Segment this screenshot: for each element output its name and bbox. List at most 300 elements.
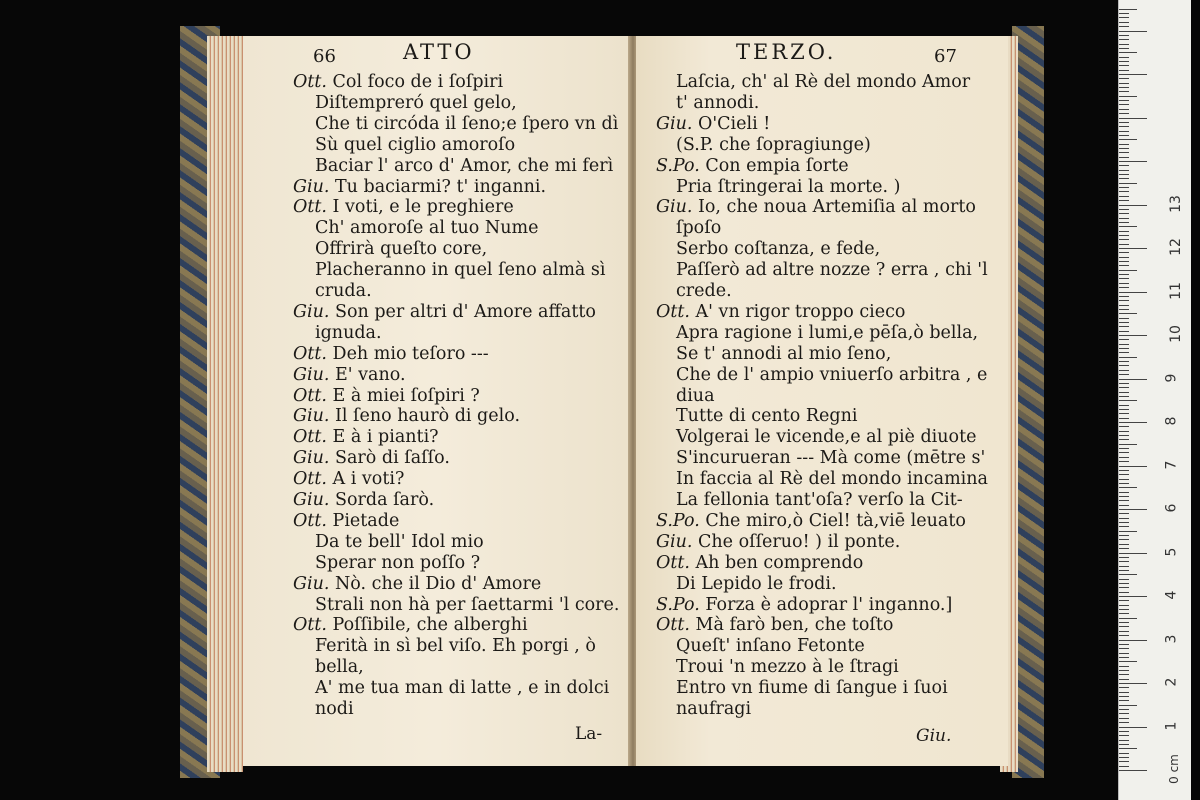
line-text: Queſt' inſano Fetonte <box>676 636 865 657</box>
text-line <box>676 260 988 280</box>
ruler-number: 6 <box>1163 503 1180 513</box>
ruler-tick <box>1119 487 1137 488</box>
ruler-tick <box>1119 226 1137 227</box>
line-text: crede. <box>676 281 732 301</box>
ruler-tick <box>1119 431 1129 432</box>
ruler-tick <box>1119 413 1129 414</box>
text-line <box>656 595 952 615</box>
ruler-tick <box>1119 583 1129 584</box>
ruler-tick <box>1119 613 1129 614</box>
ruler-tick <box>1119 278 1129 279</box>
speaker-label: Giu. <box>293 573 330 594</box>
text-line <box>293 72 503 92</box>
ruler-tick <box>1119 135 1129 136</box>
ruler-tick <box>1119 78 1129 79</box>
ruler-tick <box>1119 553 1147 554</box>
ruler-tick <box>1119 196 1129 197</box>
text-line <box>676 93 759 113</box>
text-line <box>315 553 480 573</box>
speaker-label: Ott. <box>293 197 327 218</box>
ruler-tick <box>1119 744 1129 745</box>
ruler-tick <box>1119 205 1147 206</box>
ruler-tick <box>1119 113 1129 114</box>
text-line <box>656 615 893 635</box>
line-text: Tutte di cento Regni <box>676 406 858 427</box>
text-line <box>293 511 399 531</box>
ruler-tick <box>1119 618 1137 619</box>
ruler-tick <box>1119 496 1129 497</box>
text-line <box>656 532 900 552</box>
text-line <box>315 636 596 656</box>
line-text: Troui 'n mezzo à le ſtragi <box>676 657 899 678</box>
line-text: Baciar l' arco d' Amor, che mi ferì <box>315 155 614 176</box>
text-line <box>315 135 515 155</box>
text-line <box>315 93 517 113</box>
line-text: Volgerai le vicende,e al piè diuote <box>676 427 977 448</box>
ruler-tick <box>1119 26 1129 27</box>
ruler-tick <box>1119 570 1129 571</box>
text-line <box>656 156 849 176</box>
ruler-tick <box>1119 687 1129 688</box>
ruler-tick <box>1119 209 1129 210</box>
text-line <box>676 699 751 719</box>
line-text: Col foco de i ſoſpiri <box>326 72 504 92</box>
ruler-tick <box>1119 91 1129 92</box>
ruler-tick <box>1119 287 1129 288</box>
ruler-tick <box>1119 518 1129 519</box>
ruler-tick <box>1119 265 1129 266</box>
text-line <box>676 386 715 406</box>
ruler-tick <box>1119 718 1129 719</box>
line-text: Strali non hà per ſaettarmi 'l core. <box>315 594 620 615</box>
line-text: Io, che noua Artemiſia al morto <box>692 197 976 218</box>
speaker-label: Ott. <box>293 385 327 406</box>
ruler-tick <box>1119 644 1129 645</box>
ruler-tick <box>1119 270 1137 271</box>
ruler-tick <box>1119 722 1129 723</box>
line-text: Sorda ſarò. <box>329 490 435 510</box>
ruler-number: 5 <box>1163 547 1180 556</box>
text-line <box>315 657 364 677</box>
ruler-tick <box>1119 531 1137 532</box>
ruler-tick <box>1119 183 1137 184</box>
ruler-tick <box>1119 61 1129 62</box>
ruler-tick <box>1119 479 1129 480</box>
ruler-tick <box>1119 48 1129 49</box>
page-edges-left <box>207 36 243 772</box>
text-line <box>656 197 976 217</box>
ruler-tick <box>1119 213 1129 214</box>
ruler-tick <box>1119 87 1129 88</box>
ruler-tick <box>1119 561 1129 562</box>
speaker-label: Giu. <box>293 176 330 197</box>
ruler-tick <box>1119 300 1129 301</box>
ruler-tick <box>1119 661 1137 662</box>
ruler-tick <box>1119 126 1129 127</box>
line-text: Ch' amoroſe al tuo Nume <box>315 218 539 239</box>
line-text: Ferità in sì bel viſo. Eh porgi , ò <box>315 636 596 657</box>
ruler-tick <box>1119 318 1129 319</box>
line-text: E à i pianti? <box>326 427 439 448</box>
line-text: Se t' annodi al mio ſeno, <box>676 343 892 364</box>
ruler-tick <box>1119 235 1129 236</box>
ruler-tick <box>1119 344 1129 345</box>
ruler-tick <box>1119 239 1129 240</box>
speaker-label: Giu. <box>293 364 330 385</box>
ruler-tick <box>1119 648 1129 649</box>
ruler-tick <box>1119 361 1129 362</box>
text-line <box>293 574 541 594</box>
ruler-tick <box>1119 683 1147 684</box>
line-text: Nò. che il Dio d' Amore <box>329 573 542 594</box>
line-text: Serbo coſtanza, e fede, <box>676 239 881 260</box>
speaker-label: Giu. <box>293 406 330 427</box>
ruler-tick <box>1119 39 1129 40</box>
ruler-tick <box>1119 383 1129 384</box>
ruler-tick <box>1119 605 1129 606</box>
ruler-tick <box>1119 161 1147 162</box>
ruler-tick <box>1119 713 1129 714</box>
line-text: Con empia ſorte <box>699 155 849 176</box>
ruler-tick <box>1119 152 1129 153</box>
ruler-tick <box>1119 231 1129 232</box>
ruler-tick <box>1119 35 1129 36</box>
line-text: ſpoſo <box>676 218 722 239</box>
text-line <box>315 260 606 280</box>
ruler-tick <box>1119 274 1129 275</box>
ruler-tick <box>1119 535 1129 536</box>
speaker-label: Ott. <box>293 510 327 531</box>
line-text: A' me tua man di latte , e in dolci <box>315 678 610 699</box>
ruler-tick <box>1119 731 1129 732</box>
line-text: La fellonia tant'oſa? verſo la Cit- <box>676 490 963 510</box>
ruler-tick <box>1119 666 1129 667</box>
ruler-tick <box>1119 178 1129 179</box>
line-text: Da te bell' Idol mio <box>315 531 484 552</box>
ruler-tick <box>1119 170 1129 171</box>
ruler-tick <box>1119 679 1129 680</box>
right-page <box>636 36 1008 766</box>
ruler-tick <box>1119 309 1129 310</box>
speaker-label: Ott. <box>293 427 327 448</box>
ruler-tick <box>1119 357 1137 358</box>
ruler-tick <box>1119 522 1129 523</box>
line-text: A i voti? <box>326 469 405 490</box>
ruler-tick <box>1119 674 1129 675</box>
text-line <box>315 699 354 719</box>
ruler-number: 3 <box>1163 634 1180 643</box>
text-line <box>656 114 770 134</box>
text-line <box>293 197 514 217</box>
line-text: Sarò di ſaſſo. <box>329 448 450 469</box>
line-text: Poſſibile, che alberghi <box>326 615 528 636</box>
line-text: Che de l' ampio vniuerſo arbitra , e <box>676 364 988 385</box>
line-text: Che oſſeruo! ) il ponte. <box>692 531 901 552</box>
speaker-label: Giu. <box>293 448 330 469</box>
ruler-tick <box>1119 248 1147 249</box>
line-text: cruda. <box>315 281 372 301</box>
text-line <box>676 323 978 343</box>
ruler-tick <box>1119 44 1129 45</box>
ruler-tick <box>1119 509 1147 510</box>
text-line <box>676 344 891 364</box>
ruler-tick <box>1119 139 1137 140</box>
text-line <box>293 490 434 510</box>
ruler-tick <box>1119 17 1129 18</box>
line-text: Deh mio teſoro --- <box>326 343 489 364</box>
ruler-tick <box>1119 387 1129 388</box>
left-running-head: ATTO <box>403 40 475 64</box>
line-text: Il ſeno haurò di gelo. <box>329 406 521 427</box>
line-text: bella, <box>315 657 364 678</box>
ruler-tick <box>1119 761 1129 762</box>
line-text: In faccia al Rè del mondo incamina <box>676 469 988 490</box>
line-text: O'Cieli ! <box>692 113 771 134</box>
speaker-label: S.Po. <box>656 510 700 531</box>
text-line <box>315 323 382 343</box>
text-line <box>293 406 520 426</box>
ruler-tick <box>1119 705 1137 706</box>
ruler-number: 7 <box>1163 460 1180 469</box>
ruler-tick <box>1119 692 1129 693</box>
ruler-tick <box>1119 313 1137 314</box>
text-line <box>656 511 966 531</box>
ruler-number: 13 <box>1167 194 1184 213</box>
ruler-tick <box>1119 392 1129 393</box>
line-text: (S.P. che ſopragiunge) <box>676 134 871 155</box>
right-catchword: Giu. <box>916 726 952 746</box>
text-line <box>656 302 905 322</box>
text-line <box>293 177 546 197</box>
ruler-tick <box>1119 670 1129 671</box>
ruler-tick <box>1119 339 1129 340</box>
ruler-tick <box>1119 131 1129 132</box>
ruler-tick <box>1119 600 1129 601</box>
ruler-tick <box>1119 770 1147 771</box>
ruler-tick <box>1119 483 1129 484</box>
text-line <box>676 490 963 510</box>
measuring-ruler <box>1118 0 1191 800</box>
line-text: A' vn rigor troppo cieco <box>689 301 906 322</box>
ruler-tick <box>1119 218 1129 219</box>
text-line <box>676 427 976 447</box>
ruler-tick <box>1119 57 1129 58</box>
text-line <box>293 386 480 406</box>
text-line <box>676 281 732 301</box>
ruler-tick <box>1119 65 1129 66</box>
ruler-tick <box>1119 374 1129 375</box>
ruler-number: 8 <box>1163 416 1180 426</box>
text-line <box>293 469 404 489</box>
ruler-tick <box>1119 727 1147 728</box>
text-line <box>293 615 528 635</box>
ruler-tick <box>1119 409 1129 410</box>
ruler-tick <box>1119 596 1147 597</box>
line-text: Paſſerò ad altre nozze ? erra , chi 'l <box>676 260 988 281</box>
ruler-tick <box>1119 335 1147 336</box>
ruler-tick <box>1119 492 1129 493</box>
ruler-tick <box>1119 292 1147 293</box>
text-line <box>293 427 439 447</box>
speaker-label: Ott. <box>293 469 327 490</box>
ruler-tick <box>1119 626 1129 627</box>
ruler-tick <box>1119 418 1129 419</box>
ruler-tick <box>1119 118 1147 119</box>
text-line <box>676 72 970 92</box>
ruler-tick <box>1119 322 1129 323</box>
speaker-label: Giu. <box>656 113 693 134</box>
line-text: naufragi <box>676 699 752 719</box>
ruler-tick <box>1119 579 1129 580</box>
ruler-tick <box>1119 174 1129 175</box>
speaker-label: Giu. <box>656 531 693 552</box>
ruler-tick <box>1119 22 1129 23</box>
ruler-tick <box>1119 148 1129 149</box>
ruler-tick <box>1119 222 1129 223</box>
ruler-tick <box>1119 187 1129 188</box>
line-text: Sperar non poſſo ? <box>315 552 481 573</box>
ruler-tick <box>1119 109 1129 110</box>
ruler-tick <box>1119 31 1147 32</box>
line-text: Pria ſtringerai la morte. ) <box>676 176 901 197</box>
ruler-tick <box>1119 331 1129 332</box>
speaker-label: Ott. <box>293 343 327 364</box>
ruler-tick <box>1119 466 1147 467</box>
line-text: E à miei ſoſpiri ? <box>326 385 480 406</box>
ruler-tick <box>1119 70 1129 71</box>
ruler-tick <box>1119 296 1129 297</box>
line-text: Ah ben comprendo <box>689 552 864 573</box>
line-text: diua <box>676 385 715 406</box>
text-line <box>315 595 619 615</box>
text-line <box>315 532 484 552</box>
right-page-number: 67 <box>934 46 957 67</box>
line-text: Laſcia, ch' al Rè del mondo Amor <box>676 72 971 92</box>
ruler-tick <box>1119 548 1129 549</box>
speaker-label: Ott. <box>656 615 690 636</box>
ruler-tick <box>1119 448 1129 449</box>
ruler-tick <box>1119 83 1129 84</box>
speaker-label: Ott. <box>656 301 690 322</box>
ruler-tick <box>1119 587 1129 588</box>
ruler-tick <box>1119 735 1129 736</box>
ruler-tick <box>1119 766 1129 767</box>
ruler-tick <box>1119 526 1129 527</box>
ruler-tick <box>1119 574 1137 575</box>
ruler-tick <box>1119 505 1129 506</box>
ruler-tick <box>1119 444 1137 445</box>
ruler-number: 2 <box>1163 677 1180 687</box>
speaker-label: Ott. <box>293 72 327 92</box>
ruler-tick <box>1119 52 1137 53</box>
line-text: Tu baciarmi? t' inganni. <box>329 176 547 197</box>
left-catchword: La- <box>575 724 603 744</box>
text-line <box>676 365 987 385</box>
line-text: S'incurueran --- Mà come (mētre s' <box>676 448 986 469</box>
ruler-number: 4 <box>1163 590 1180 600</box>
ruler-tick <box>1119 640 1147 641</box>
ruler-tick <box>1119 500 1129 501</box>
line-text: Di Lepido le frodi. <box>676 573 837 594</box>
text-line <box>676 678 948 698</box>
ruler-tick <box>1119 635 1129 636</box>
ruler-tick <box>1119 609 1129 610</box>
text-line <box>293 365 406 385</box>
text-line <box>315 281 372 301</box>
ruler-tick <box>1119 439 1129 440</box>
ruler-tick <box>1119 326 1129 327</box>
ruler-tick <box>1119 96 1137 97</box>
ruler-tick <box>1119 352 1129 353</box>
speaker-label: Giu. <box>293 301 330 322</box>
speaker-label: S.Po. <box>656 594 700 615</box>
line-text: Diſtempreró quel gelo, <box>315 92 517 113</box>
text-line <box>293 344 489 364</box>
ruler-tick <box>1119 622 1129 623</box>
ruler-tick <box>1119 657 1129 658</box>
ruler-tick <box>1119 753 1129 754</box>
text-line <box>315 678 609 698</box>
ruler-tick <box>1119 9 1137 10</box>
text-line <box>676 135 871 155</box>
text-line <box>656 553 863 573</box>
ruler-tick <box>1119 405 1129 406</box>
ruler-tick <box>1119 592 1129 593</box>
text-line <box>676 657 899 677</box>
ruler-tick <box>1119 100 1129 101</box>
line-text: Forza è adoprar l' inganno.] <box>699 594 953 615</box>
line-text: t' annodi. <box>676 92 760 113</box>
ruler-tick <box>1119 74 1147 75</box>
text-line <box>676 469 988 489</box>
line-text: Che miro,ò Ciel! tà,viē leuato <box>699 510 966 531</box>
ruler-tick <box>1119 422 1147 423</box>
line-text: Che ti circóda il ſeno;e ſpero vn dì <box>315 113 619 134</box>
ruler-tick <box>1119 104 1129 105</box>
speaker-label: Giu. <box>293 490 330 510</box>
ruler-tick <box>1119 700 1129 701</box>
ruler-tick <box>1119 631 1129 632</box>
left-page-number: 66 <box>313 46 336 67</box>
ruler-tick <box>1119 748 1137 749</box>
ruler-tick <box>1119 513 1129 514</box>
text-line <box>676 448 985 468</box>
ruler-tick <box>1119 191 1129 192</box>
ruler-tick <box>1119 757 1129 758</box>
ruler-tick <box>1119 426 1129 427</box>
text-line <box>315 114 618 134</box>
ruler-tick <box>1119 261 1129 262</box>
ruler-tick <box>1119 283 1129 284</box>
ruler-tick <box>1119 474 1129 475</box>
ruler-tick <box>1119 740 1129 741</box>
ruler-tick <box>1119 435 1129 436</box>
text-line <box>315 218 538 238</box>
speaker-label: Ott. <box>293 615 327 636</box>
ruler-unit-label: 0 cm <box>1166 754 1181 784</box>
line-text: Apra ragione i lumi,e pēſa,ò bella, <box>676 322 979 343</box>
speaker-label: Ott. <box>656 552 690 573</box>
line-text: Mà farò ben, che toſto <box>689 615 894 636</box>
ruler-tick <box>1119 470 1129 471</box>
ruler-tick <box>1119 365 1129 366</box>
line-text: nodi <box>315 699 354 719</box>
ruler-tick <box>1119 305 1129 306</box>
ruler-tick <box>1119 557 1129 558</box>
ruler-tick <box>1119 370 1129 371</box>
ruler-tick <box>1119 709 1129 710</box>
ruler-tick <box>1119 566 1129 567</box>
